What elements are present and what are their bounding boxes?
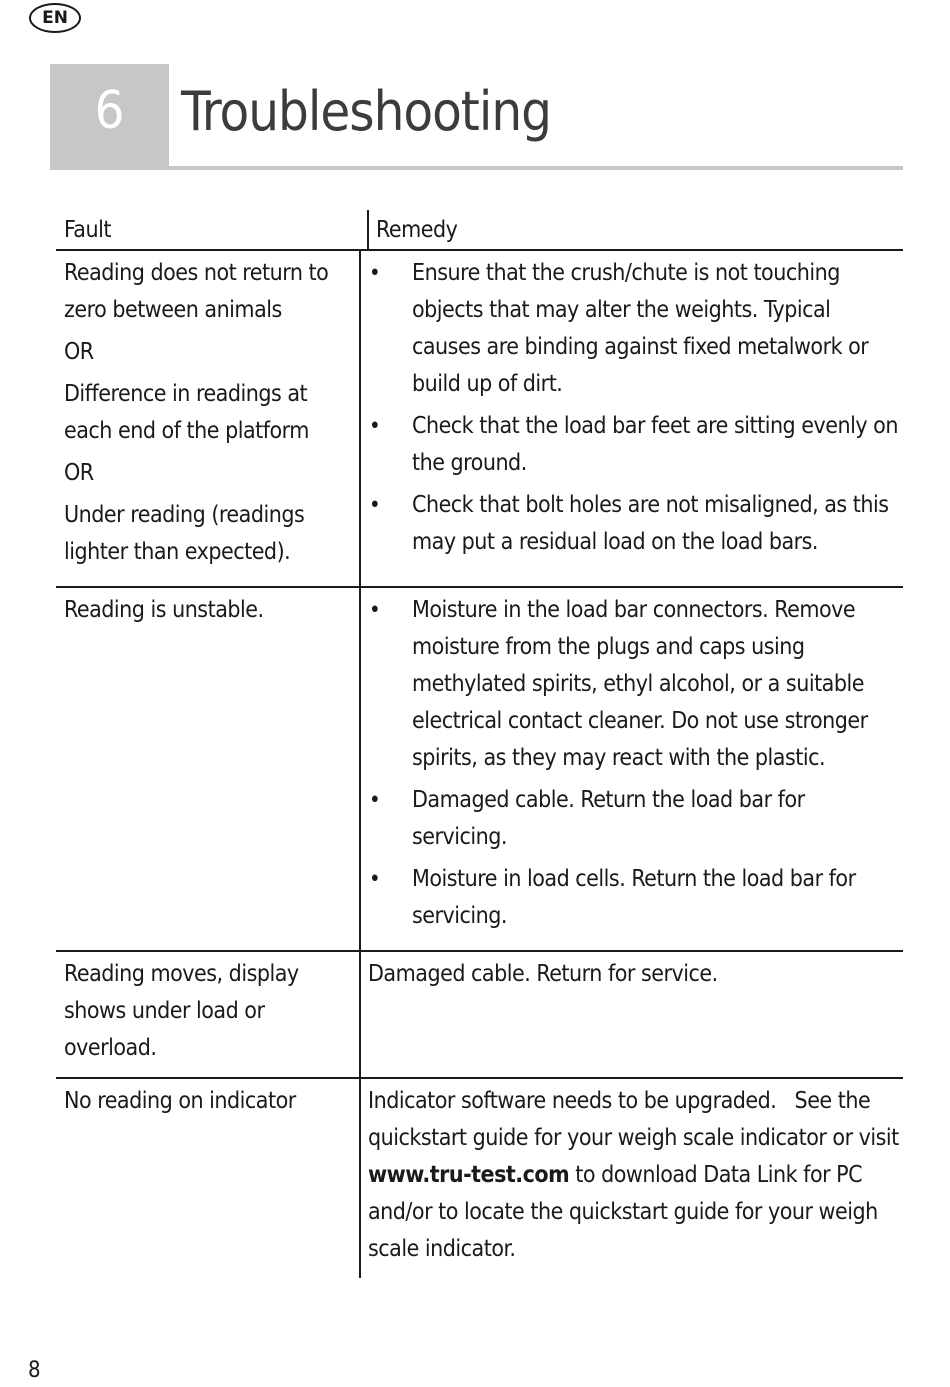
remedy-cell [359,251,903,586]
chapter-number-box [50,64,169,168]
bullet-icon: • [369,867,381,892]
list-item [368,861,903,935]
remedy-text: Moisture in the load bar connectors. Remove moisture from the plugs and caps using methylated spirits, ethyl alcohol, or a suitable electrical contact cleaner. Do not use stronger spirits, as they may react with the plastic. [412,597,868,771]
remedy-text: Moisture in load cells. Return the load bar for servicing. [412,866,856,929]
website-link[interactable]: www.tru-test.com [368,1162,570,1188]
troubleshooting-table [56,210,903,1278]
chapter-number: 6 [94,81,125,141]
remedy-text: Check that the load bar feet are sitting evenly on the ground. [412,413,898,476]
remedy-text [368,1083,903,1268]
chapter-rule [50,166,903,170]
remedy-cell [359,952,903,1077]
fault-text: Difference in readings at each end of the platform [64,381,309,444]
fault-text: Reading moves, display shows under load or overload. [64,961,299,1061]
remedy-text-start: Indicator software needs to be upgraded. See the quickstart guide for your weigh scale indicator or visit [368,1088,905,1151]
fault-text: Under reading (readings lighter than expected). [64,502,305,565]
fault-cell [56,588,359,950]
table-row [56,1079,903,1278]
list-item [368,487,903,561]
remedy-cell [359,1079,903,1278]
fault-text: No reading on indicator [64,1088,296,1114]
list-item [368,592,903,777]
remedy-text: Damaged cable. Return for service. [368,961,718,987]
fault-column-header: Fault [56,210,367,251]
bullet-icon: • [369,261,381,286]
bullet-icon: • [369,788,381,813]
remedy-text-end: to download Data Link for PC and/or to locate the quickstart guide for your weigh scale indicator. [368,1162,878,1262]
table-row [56,251,903,588]
remedy-text: Check that bolt holes are not misaligned, as this may put a residual load on the load bars. [412,492,889,555]
remedy-list [368,592,903,935]
fault-cell [56,251,359,586]
bullet-icon: • [369,414,381,439]
remedy-text: Ensure that the crush/chute is not touching objects that may alter the weights. Typical causes are binding against fixed metalwork or build up of dirt. [412,260,869,397]
table-header-row [56,210,903,251]
remedy-cell [359,588,903,950]
remedy-list [368,255,903,561]
chapter-title: Troubleshooting [181,80,551,143]
bullet-icon: • [369,598,381,623]
list-item [368,255,903,403]
fault-text: Reading does not return to zero between animals [64,260,329,323]
fault-or: OR [64,339,94,365]
language-code: EN [42,8,68,28]
fault-cell [56,1079,359,1278]
fault-cell [56,952,359,1077]
table-row [56,952,903,1079]
fault-or: OR [64,460,94,486]
remedy-column-header: Remedy [367,210,903,251]
page-number: 8 [28,1358,41,1383]
table-row [56,588,903,952]
list-item [368,408,903,482]
language-badge [29,3,81,33]
remedy-text: Damaged cable. Return the load bar for servicing. [412,787,805,850]
fault-text: Reading is unstable. [64,597,264,623]
list-item [368,782,903,856]
bullet-icon: • [369,493,381,518]
